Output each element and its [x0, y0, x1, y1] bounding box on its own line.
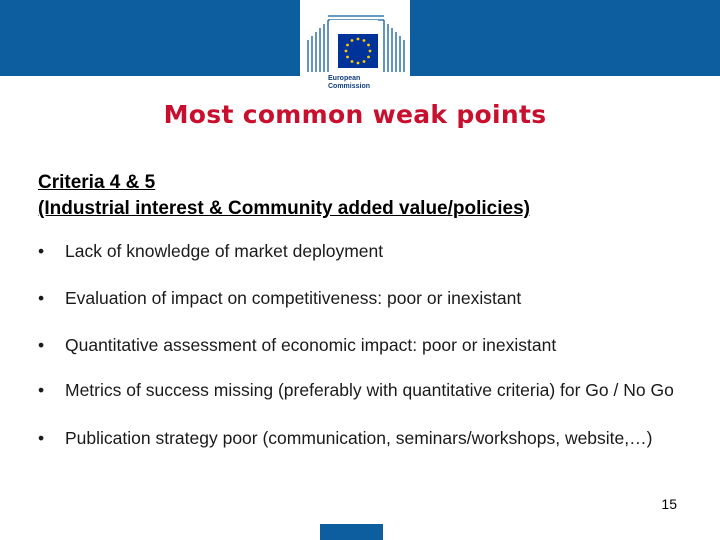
bullet-dot: •	[38, 380, 45, 400]
footer-bar	[320, 524, 383, 540]
bullet-text: Publication strategy poor (communication, seminars/workshops, website,…)	[65, 428, 653, 448]
bullet-dot: •	[38, 335, 45, 355]
bullet-item	[38, 379, 688, 401]
european-commission-logo	[300, 0, 410, 100]
bullet-text: Lack of knowledge of market deployment	[65, 241, 384, 261]
logo-line-1: European	[328, 75, 361, 82]
bullet-dot: •	[38, 428, 45, 448]
bullet-dot: •	[38, 241, 45, 261]
slide-title: Most common weak points	[163, 100, 547, 129]
bullet-item	[38, 240, 688, 262]
logo-line-2: Commission	[328, 83, 371, 90]
logo-text	[328, 75, 370, 91]
subtitle-line-1: Criteria 4 & 5	[38, 172, 156, 193]
bullet-text: Evaluation of impact on competitiveness: poor or inexistant	[65, 288, 522, 308]
slide-subtitle	[38, 170, 530, 222]
bullet-item	[38, 287, 688, 309]
bullet-text: Metrics of success missing (preferably with quantitative criteria) for Go / No Go	[65, 380, 674, 400]
bullet-item	[38, 427, 688, 449]
building-flag-icon	[300, 0, 410, 75]
bullet-text: Quantitative assessment of economic impact: poor or inexistant	[65, 335, 557, 355]
bullet-dot: •	[38, 288, 45, 308]
subtitle-line-2: (Industrial interest & Community added value/policies)	[38, 198, 530, 219]
bullet-item	[38, 334, 688, 356]
page-number: 15	[661, 496, 677, 512]
bullet-list	[38, 240, 688, 449]
